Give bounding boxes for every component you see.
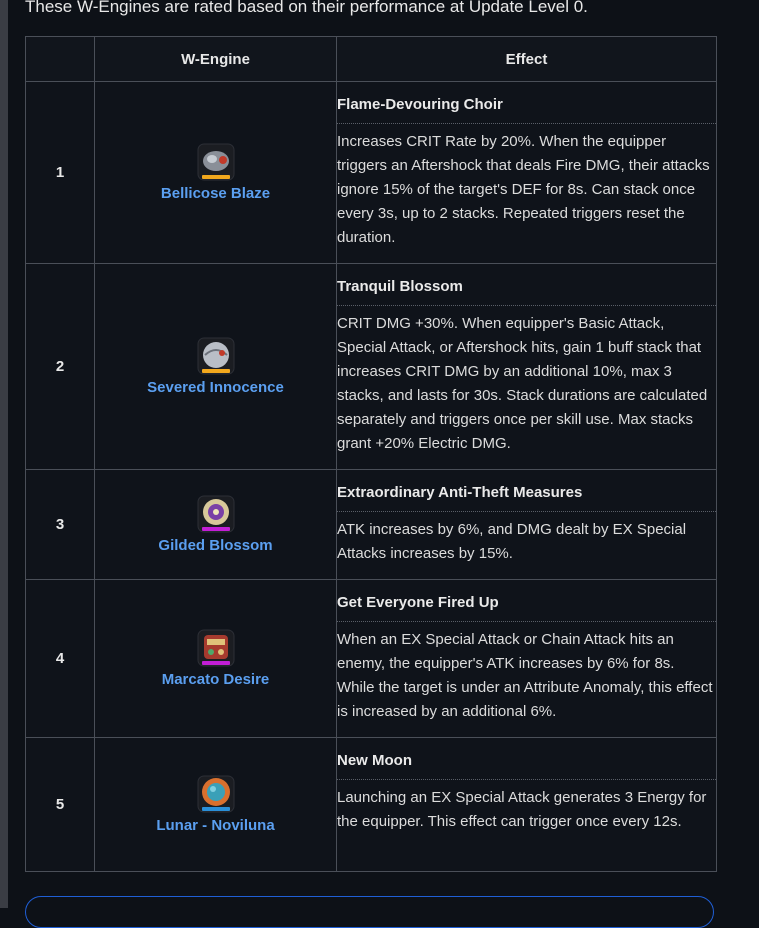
header-effect: Effect xyxy=(337,37,717,82)
severed-innocence-icon[interactable] xyxy=(197,337,235,375)
effect-description: ATK increases by 6%, and DMG dealt by EX Special Attacks increases by 15%. xyxy=(337,521,687,562)
effect-description: When an EX Special Attack or Chain Attack hits an enemy, the equipper's ATK increases by 6% for 8s. While the target is under an Attribute Anomaly, this effect is increased by an additional 6%. xyxy=(337,631,713,720)
effect-title: Tranquil Blossom xyxy=(337,264,716,306)
gilded-blossom-icon[interactable] xyxy=(197,495,235,533)
table-row xyxy=(26,470,717,580)
marcato-desire-icon[interactable] xyxy=(197,629,235,667)
content-area xyxy=(8,0,759,908)
header-w-engine: W-Engine xyxy=(95,37,337,82)
w-engine-link[interactable]: Severed Innocence xyxy=(147,379,284,396)
rank-cell: 2 xyxy=(26,264,95,470)
header-rank xyxy=(26,37,95,82)
effect-cell xyxy=(337,738,717,872)
effect-title: Flame-Devouring Choir xyxy=(337,82,716,124)
w-engine-link[interactable]: Marcato Desire xyxy=(161,671,270,688)
lunar-noviluna-icon[interactable] xyxy=(197,775,235,813)
effect-title: Extraordinary Anti-Theft Measures xyxy=(337,470,716,512)
table-row xyxy=(26,82,717,264)
w-engine-cell xyxy=(95,82,337,264)
table-row xyxy=(26,264,717,470)
table-row xyxy=(26,580,717,738)
w-engine-link[interactable]: Lunar - Noviluna xyxy=(156,817,275,834)
table-row xyxy=(26,738,717,872)
w-engine-cell xyxy=(95,264,337,470)
bellicose-blaze-icon[interactable] xyxy=(197,143,235,181)
effect-cell xyxy=(337,82,717,264)
effect-cell xyxy=(337,470,717,580)
left-border-rail xyxy=(0,0,8,908)
rank-cell: 5 xyxy=(26,738,95,872)
w-engine-cell xyxy=(95,580,337,738)
effect-description: Launching an EX Special Attack generates 3 Energy for the equipper. This effect can trigger once every 12s. xyxy=(337,789,707,830)
rank-cell: 3 xyxy=(26,470,95,580)
effect-description: CRIT DMG +30%. When equipper's Basic Attack, Special Attack, or Aftershock hits, gain 1 buff stack that increases CRIT DMG by an additional 10%, max 3 stacks, and lasts for 30s. Stack durations are calculated separately and triggers once per skill use. Max stacks grant +20% Electric DMG. xyxy=(337,315,708,452)
w-engine-cell xyxy=(95,470,337,580)
effect-cell xyxy=(337,264,717,470)
intro-text: These W-Engines are rated based on their performance at Update Level 0. xyxy=(25,0,588,16)
w-engine-table xyxy=(25,36,717,872)
w-engine-cell xyxy=(95,738,337,872)
w-engine-link[interactable]: Bellicose Blaze xyxy=(160,185,271,202)
w-engine-link[interactable]: Gilded Blossom xyxy=(158,537,273,554)
effect-title: New Moon xyxy=(337,738,716,780)
table-header-row xyxy=(26,37,717,82)
effect-description: Increases CRIT Rate by 20%. When the equipper triggers an Aftershock that deals Fire DMG, their attacks ignore 15% of the target's DEF for 8s. Can stack once every 3s, up to 2 stacks. Repeated triggers reset the duration. xyxy=(337,133,710,246)
effect-title: Get Everyone Fired Up xyxy=(337,580,716,622)
rank-cell: 1 xyxy=(26,82,95,264)
effect-cell xyxy=(337,580,717,738)
rank-cell: 4 xyxy=(26,580,95,738)
next-section-box xyxy=(25,896,714,928)
